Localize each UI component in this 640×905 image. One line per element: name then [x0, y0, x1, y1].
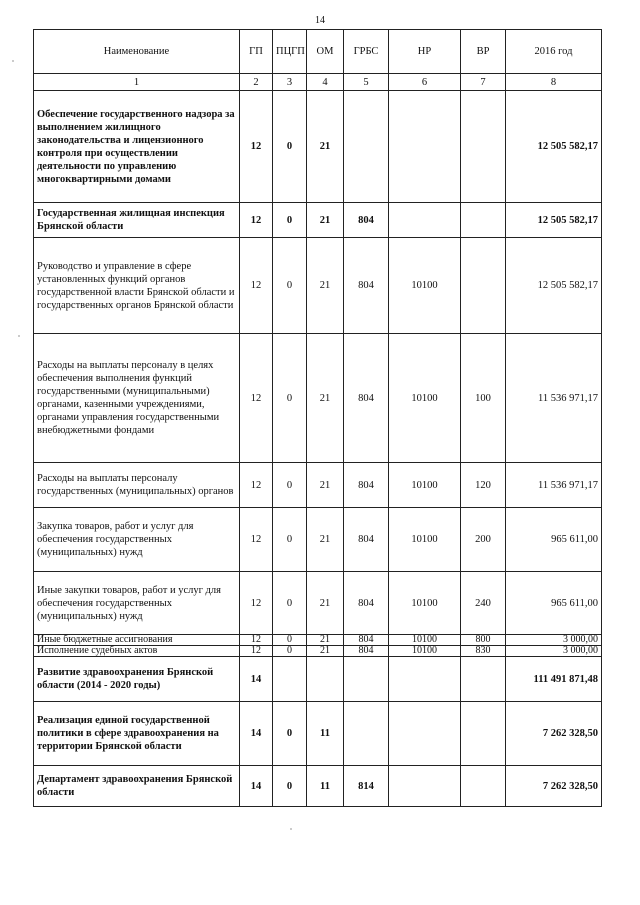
cell-name: Расходы на выплаты персоналу в целях обеспечения выполнения функций государственными (муниципальными) органами, казенными учреждениями, органами управления государственными внебюджетными фондами	[34, 334, 240, 463]
cell-om: 21	[307, 572, 344, 635]
column-index-row	[34, 74, 602, 91]
scan-speck	[290, 828, 292, 830]
cell-vr	[461, 238, 506, 334]
cell-grbs	[344, 702, 389, 766]
cell-nr	[389, 766, 461, 807]
table-row	[34, 238, 602, 334]
cell-pcgp: 0	[273, 646, 307, 657]
cell-grbs: 804	[344, 646, 389, 657]
cell-om: 21	[307, 334, 344, 463]
cell-gp: 12	[240, 203, 273, 238]
cell-vr	[461, 91, 506, 203]
table-row	[34, 508, 602, 572]
cell-gp: 12	[240, 334, 273, 463]
cell-amount: 12 505 582,17	[506, 91, 602, 203]
header-amount: 2016 год	[506, 30, 602, 74]
cell-vr: 100	[461, 334, 506, 463]
cell-gp: 12	[240, 463, 273, 508]
cell-grbs	[344, 657, 389, 702]
cell-om: 21	[307, 203, 344, 238]
cell-name: Департамент здравоохранения Брянской области	[34, 766, 240, 807]
cell-grbs: 814	[344, 766, 389, 807]
cell-om: 21	[307, 508, 344, 572]
cell-vr	[461, 766, 506, 807]
cell-pcgp: 0	[273, 572, 307, 635]
cell-vr	[461, 203, 506, 238]
index-cell: 1	[34, 74, 240, 91]
cell-name: Иные закупки товаров, работ и услуг для обеспечения государственных (муниципальных) нужд	[34, 572, 240, 635]
page-number: 14	[315, 15, 325, 26]
index-cell: 7	[461, 74, 506, 91]
cell-vr	[461, 702, 506, 766]
header-nr: НР	[389, 30, 461, 74]
cell-amount: 11 536 971,17	[506, 334, 602, 463]
index-cell: 8	[506, 74, 602, 91]
cell-grbs: 804	[344, 463, 389, 508]
cell-name: Закупка товаров, работ и услуг для обеспечения государственных (муниципальных) нужд	[34, 508, 240, 572]
cell-gp: 14	[240, 702, 273, 766]
cell-om: 11	[307, 766, 344, 807]
cell-name: Государственная жилищная инспекция Брянской области	[34, 203, 240, 238]
cell-gp: 14	[240, 657, 273, 702]
cell-amount: 7 262 328,50	[506, 766, 602, 807]
cell-nr: 10100	[389, 238, 461, 334]
table-row	[34, 572, 602, 635]
cell-amount: 11 536 971,17	[506, 463, 602, 508]
cell-pcgp: 0	[273, 91, 307, 203]
cell-amount: 12 505 582,17	[506, 238, 602, 334]
scan-speck	[12, 60, 14, 62]
header-vr: ВР	[461, 30, 506, 74]
cell-name: Руководство и управление в сфере установленных функций органов государственной власти Брянской области и государственных органов Брянской области	[34, 238, 240, 334]
cell-name: Исполнение судебных актов	[34, 646, 240, 657]
table-header-row	[34, 30, 602, 74]
cell-gp: 12	[240, 572, 273, 635]
table-row	[34, 657, 602, 702]
cell-gp: 12	[240, 646, 273, 657]
budget-table	[33, 29, 602, 807]
cell-vr	[461, 657, 506, 702]
cell-nr	[389, 91, 461, 203]
cell-om: 21	[307, 91, 344, 203]
cell-pcgp: 0	[273, 203, 307, 238]
cell-nr: 10100	[389, 463, 461, 508]
header-pcgp: ПЦГП	[273, 30, 307, 74]
header-name: Наименование	[34, 30, 240, 74]
cell-name: Обеспечение государственного надзора за выполнением жилищного законодательства и лицензионного контроля при осуществлении деятельности по управлению многоквартирными домами	[34, 91, 240, 203]
index-cell: 3	[273, 74, 307, 91]
cell-nr: 10100	[389, 334, 461, 463]
cell-name: Расходы на выплаты персоналу государственных (муниципальных) органов	[34, 463, 240, 508]
cell-om	[307, 657, 344, 702]
cell-om: 11	[307, 702, 344, 766]
cell-amount: 7 262 328,50	[506, 702, 602, 766]
cell-pcgp: 0	[273, 463, 307, 508]
cell-nr	[389, 702, 461, 766]
cell-vr: 830	[461, 646, 506, 657]
cell-amount: 3 000,00	[506, 635, 602, 646]
cell-pcgp: 0	[273, 238, 307, 334]
index-cell: 5	[344, 74, 389, 91]
cell-nr: 10100	[389, 646, 461, 657]
table-body	[34, 91, 602, 807]
cell-om: 21	[307, 238, 344, 334]
cell-amount: 965 611,00	[506, 572, 602, 635]
cell-grbs: 804	[344, 508, 389, 572]
cell-pcgp: 0	[273, 635, 307, 646]
cell-pcgp	[273, 657, 307, 702]
cell-name: Реализация единой государственной политики в сфере здравоохранения на территории Брянской области	[34, 702, 240, 766]
cell-nr: 10100	[389, 635, 461, 646]
header-gp: ГП	[240, 30, 273, 74]
table-row	[34, 91, 602, 203]
cell-name: Развитие здравоохранения Брянской области (2014 - 2020 годы)	[34, 657, 240, 702]
table-row	[34, 203, 602, 238]
cell-grbs: 804	[344, 635, 389, 646]
cell-amount: 965 611,00	[506, 508, 602, 572]
cell-amount: 12 505 582,17	[506, 203, 602, 238]
cell-gp: 14	[240, 766, 273, 807]
header-om: ОМ	[307, 30, 344, 74]
table-row	[34, 702, 602, 766]
cell-om: 21	[307, 646, 344, 657]
cell-name: Иные бюджетные ассигнования	[34, 635, 240, 646]
cell-grbs: 804	[344, 334, 389, 463]
cell-gp: 12	[240, 508, 273, 572]
cell-amount: 3 000,00	[506, 646, 602, 657]
cell-pcgp: 0	[273, 766, 307, 807]
cell-pcgp: 0	[273, 334, 307, 463]
cell-vr: 200	[461, 508, 506, 572]
table-row	[34, 635, 602, 646]
table-row	[34, 766, 602, 807]
cell-amount: 111 491 871,48	[506, 657, 602, 702]
cell-gp: 12	[240, 91, 273, 203]
cell-pcgp: 0	[273, 508, 307, 572]
cell-grbs: 804	[344, 572, 389, 635]
cell-vr: 240	[461, 572, 506, 635]
cell-nr: 10100	[389, 508, 461, 572]
cell-om: 21	[307, 463, 344, 508]
cell-grbs: 804	[344, 203, 389, 238]
cell-nr: 10100	[389, 572, 461, 635]
cell-vr: 120	[461, 463, 506, 508]
table-row	[34, 334, 602, 463]
cell-pcgp: 0	[273, 702, 307, 766]
cell-nr	[389, 657, 461, 702]
cell-nr	[389, 203, 461, 238]
header-grbs: ГРБС	[344, 30, 389, 74]
table-row	[34, 463, 602, 508]
index-cell: 4	[307, 74, 344, 91]
scan-speck	[18, 335, 20, 337]
cell-gp: 12	[240, 635, 273, 646]
cell-grbs	[344, 91, 389, 203]
index-cell: 6	[389, 74, 461, 91]
cell-grbs: 804	[344, 238, 389, 334]
index-cell: 2	[240, 74, 273, 91]
cell-vr: 800	[461, 635, 506, 646]
table-row	[34, 646, 602, 657]
cell-om: 21	[307, 635, 344, 646]
cell-gp: 12	[240, 238, 273, 334]
